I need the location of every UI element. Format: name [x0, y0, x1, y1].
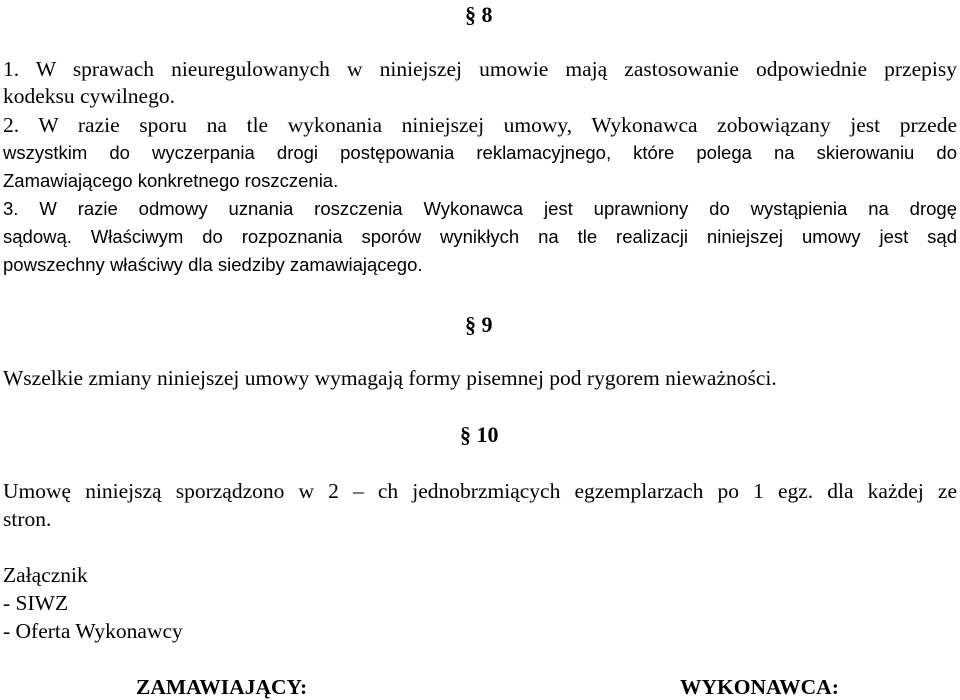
section-8-line-8: powszechny właściwy dla siedziby zamawiającego.: [3, 254, 423, 275]
section-8-line-6: 3. W razie odmowy uznania roszczenia Wykonawca jest uprawniony do wystąpienia na drogę: [3, 198, 957, 219]
signature-contracting-party: ZAMAWIAJĄCY:: [136, 675, 308, 699]
section-8-line-1: 1. W sprawach nieuregulowanych w niniejszej umowie mają zastosowanie odpowiednie przepisy: [3, 57, 957, 81]
signature-contractor: WYKONAWCA:: [680, 675, 839, 699]
section-8-line-3: 2. W razie sporu na tle wykonania niniejszej umowy, Wykonawca zobowiązany jest przede: [3, 113, 957, 137]
section-8-line-7: sądową. Właściwym do rozpoznania sporów wynikłych na tle realizacji niniejszej umowy jest sąd: [3, 226, 957, 247]
section-10-line-2: stron.: [3, 507, 52, 531]
attachments-title: Załącznik: [3, 563, 88, 587]
section-9-heading: § 9: [465, 312, 493, 337]
attachment-item-offer: - Oferta Wykonawcy: [3, 619, 183, 643]
attachment-item-siwz: - SIWZ: [3, 591, 69, 615]
section-8-line-4: wszystkim do wyczerpania drogi postępowania reklamacyjnego, które polega na skierowaniu do: [3, 142, 957, 163]
section-8-heading: § 8: [465, 2, 493, 27]
section-10-line-1: Umowę niniejszą sporządzono w 2 – ch jednobrzmiących egzemplarzach po 1 egz. dla każdej ze: [3, 479, 957, 503]
section-8-line-5: Zamawiającego konkretnego roszczenia.: [3, 170, 339, 191]
section-8-line-2: kodeksu cywilnego.: [3, 84, 175, 108]
section-10-heading: § 10: [460, 422, 499, 447]
section-9-text: Wszelkie zmiany niniejszej umowy wymagają formy pisemnej pod rygorem nieważności.: [3, 366, 777, 390]
